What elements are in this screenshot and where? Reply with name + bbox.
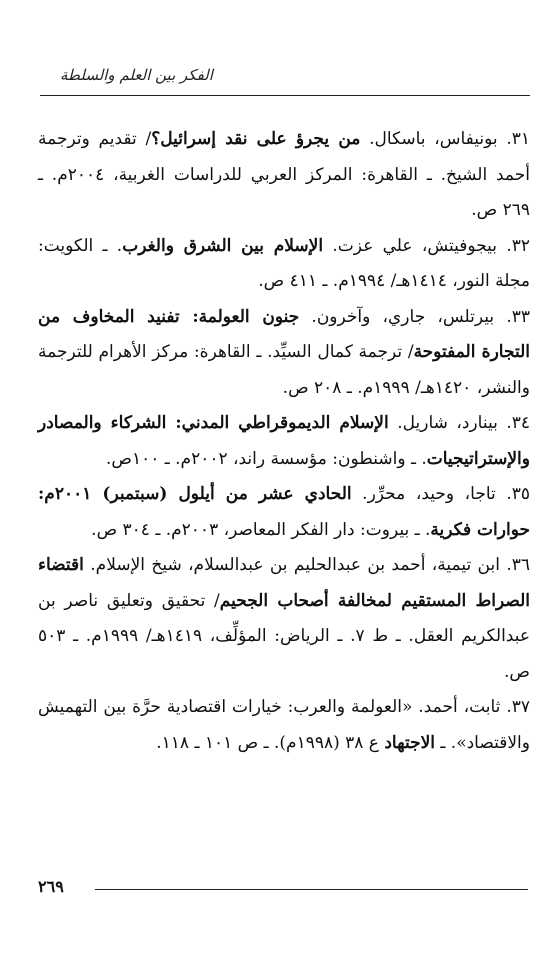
reference-author: تاجا، وحيد، محرِّر. [351,484,507,504]
reference-author: بيرتلس، جاري، وآخرون. [299,306,507,327]
reference-details: . ـ واشنطون: مؤسسة راند، ٢٠٠٢م. ـ ١٠٠ص. [105,448,427,469]
reference-author: بونيفاس، باسكال. [360,129,507,149]
reference-37 [38,690,530,761]
reference-31 [38,122,530,229]
reference-32 [38,229,530,300]
reference-number: ٣٢. [506,235,530,256]
reference-author: ابن تيمية، أحمد بن عبدالحليم بن عبدالسلام، شيخ الإسلام. [83,555,507,575]
footer-rule [95,889,528,890]
reference-34 [38,406,530,477]
header-rule [40,95,530,96]
reference-number: ٣١. [506,129,530,149]
reference-number: ٣٤. [506,413,530,433]
reference-number: ٣٥. [506,484,530,504]
reference-details: . ـ الكويت: مجلة النور، ١٤١٤هـ/ ١٩٩٤م. ـ ٤١١ ص. [38,235,530,291]
reference-details: / ترجمة كمال السيِّد. ـ القاهرة: مركز الأهرام للترجمة والنشر، ١٤٢٠هـ/ ١٩٩٩م. ـ ٢٠٨ ص. [38,342,530,398]
reference-title: اقتضاء الصراط المستقيم لمخالفة أصحاب الجحيم [38,555,530,611]
reference-list [38,122,530,761]
reference-title: من يجرؤ على نقد إسرائيل؟ [151,129,361,149]
reference-33 [38,300,530,407]
reference-details: / تحقيق وتعليق ناصر بن عبدالكريم العقل. ـ ط ٧. ـ الرياض: المؤلِّف، ١٤١٩هـ/ ١٩٩٩م. ـ ٥٠٣ ص. [38,590,530,682]
reference-author: ثابت، أحمد. «العولمة والعرب: خيارات اقتصادية حرَّة بين التهميش والاقتصاد». ـ [38,697,530,753]
reference-number: ٣٣. [506,306,530,327]
page-number: ٢٦٩ [38,877,64,896]
reference-35 [38,477,530,548]
reference-author: بينارد، شاريل. [388,413,507,433]
running-head: الفكر بين العلم والسلطة [60,66,213,84]
reference-details: ع ٣٨ (١٩٩٨م). ـ ص ١٠١ ـ ١١٨. [156,732,385,753]
reference-title: جنون العولمة: تفنيد المخاوف من التجارة المفتوحة [38,306,530,362]
reference-details: . ـ بيروت: دار الفكر المعاصر، ٢٠٠٣م. ـ ٣٠٤ ص. [91,519,431,540]
reference-title: الإسلام الديموقراطي المدني: الشركاء والمصادر والإستراتيجيات [38,413,530,469]
reference-title: الإسلام بين الشرق والغرب [122,235,324,256]
reference-title: الحادي عشر من أيلول (سبتمبر) ٢٠٠١م: حوارات فكرية [38,484,530,540]
reference-36 [38,548,530,690]
reference-details: / تقديم وترجمة أحمد الشيخ. ـ القاهرة: المركز العربي للدراسات الغربية، ٢٠٠٤م. ـ ٢٦٩ ص. [38,129,530,220]
reference-title: الاجتهاد [384,732,436,753]
reference-author: بيجوفيتش، علي عزت. [323,235,507,256]
reference-number: ٣٧. [506,697,530,717]
reference-number: ٣٦. [506,555,530,575]
